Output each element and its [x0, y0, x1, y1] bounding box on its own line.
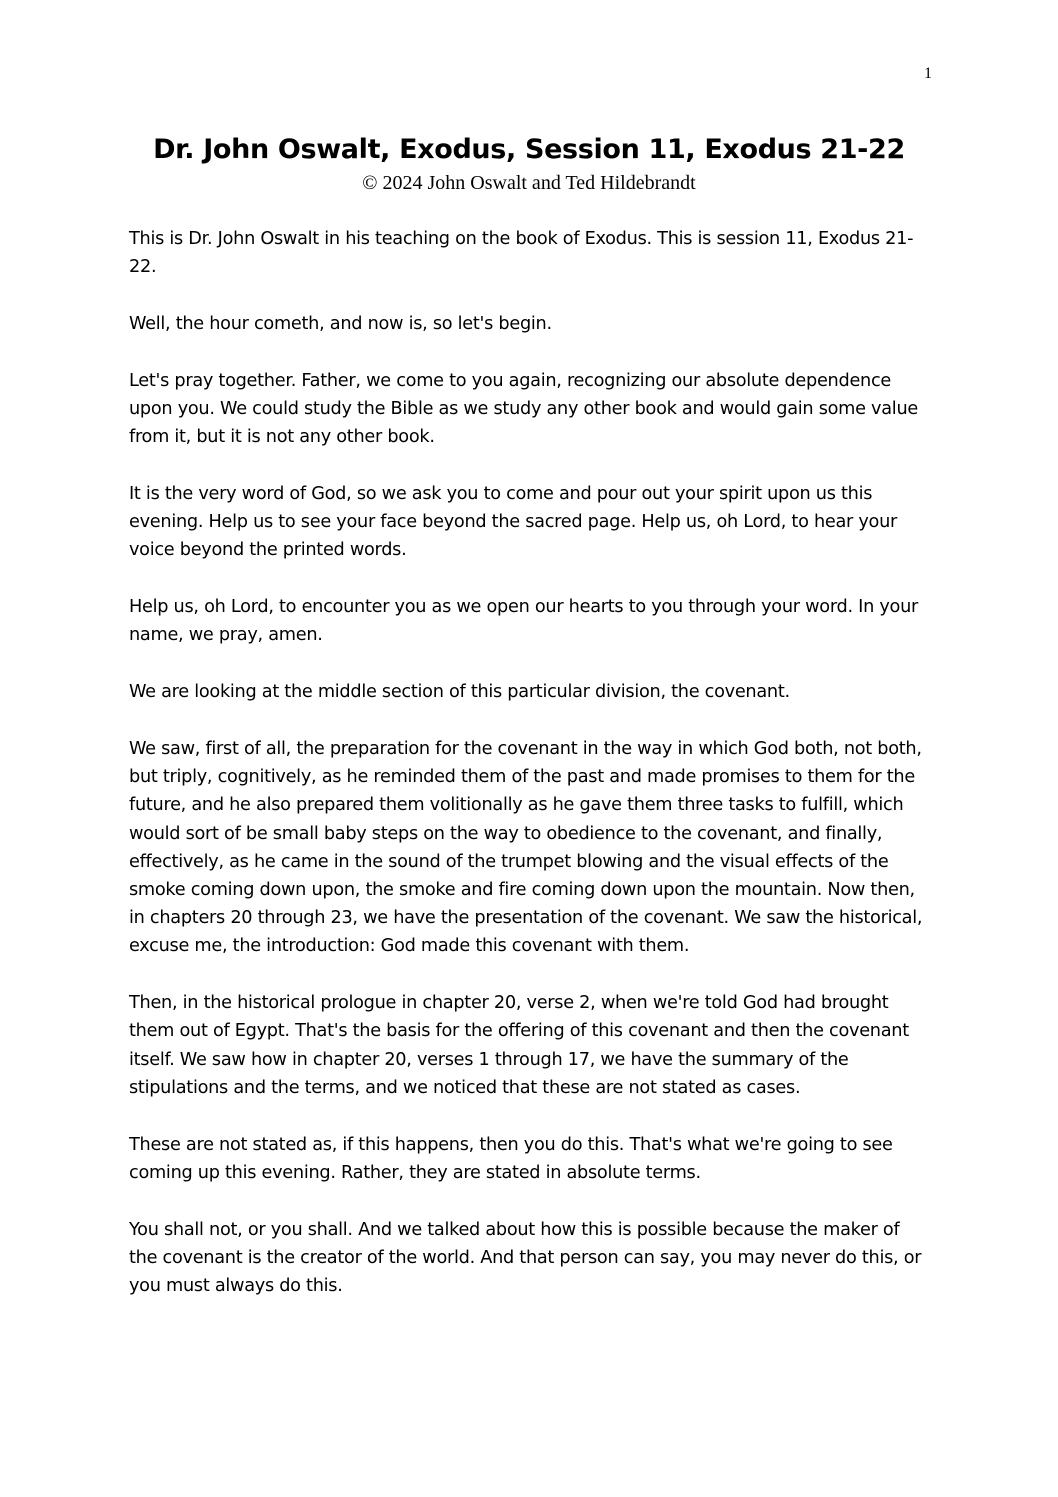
- page-number: 1: [924, 65, 932, 82]
- paragraph-6: We are looking at the middle section of this particular division, the covenant.: [129, 682, 790, 703]
- paragraph-1: This is Dr. John Oswalt in his teaching on the book of Exodus. This is session 11, Exodus 21-22.: [129, 229, 914, 278]
- paragraph-7: We saw, first of all, the preparation for the covenant in the way in which God both, not both, but triply, cognitively, as he reminded them of the past and made promises to them for the future, and he also prepared them volitionally as he gave them three tasks to fulfill, which would sort of be small baby steps on the way to obedience to the covenant, and finally, effectively, as he came in the sound of the trumpet blowing and the visual effects of the smoke coming down upon, the smoke and fire coming down upon the mountain. Now then, in chapters 20 through 23, we have the presentation of the covenant. We saw the historical, excuse me, the introduction: God made this covenant with them.: [129, 739, 923, 957]
- paragraph-8: Then, in the historical prologue in chapter 20, verse 2, when we're told God had brought them out of Egypt. That's the basis for the offering of this covenant and then the covenant itself. We saw how in chapter 20, verses 1 through 17, we have the summary of the stipulations and the terms, and we noticed that these are not stated as cases.: [129, 993, 909, 1098]
- transcript-body: [129, 225, 929, 1329]
- paragraph-4: It is the very word of God, so we ask you to come and pour out your spirit upon us this evening. Help us to see your face beyond the sacred page. Help us, oh Lord, to hear your voice beyond the printed words.: [129, 484, 898, 561]
- document-title: Dr. John Oswalt, Exodus, Session 11, Exodus 21-22: [153, 134, 905, 165]
- copyright-line: © 2024 John Oswalt and Ted Hildebrandt: [362, 172, 696, 194]
- paragraph-5: Help us, oh Lord, to encounter you as we open our hearts to you through your word. In your name, we pray, amen.: [129, 597, 919, 646]
- paragraph-10: You shall not, or you shall. And we talked about how this is possible because the maker of the covenant is the creator of the world. And that person can say, you may never do this, or you must always do this.: [129, 1219, 922, 1297]
- paragraph-2: Well, the hour cometh, and now is, so let's begin.: [129, 314, 552, 334]
- paragraph-9: These are not stated as, if this happens, then you do this. That's what we're going to see coming up this evening. Rather, they are stated in absolute terms.: [129, 1134, 893, 1183]
- paragraph-3: Let's pray together. Father, we come to you again, recognizing our absolute dependence upon you. We could study the Bible as we study any other book and would gain some value from it, but it is not any other book.: [129, 370, 918, 448]
